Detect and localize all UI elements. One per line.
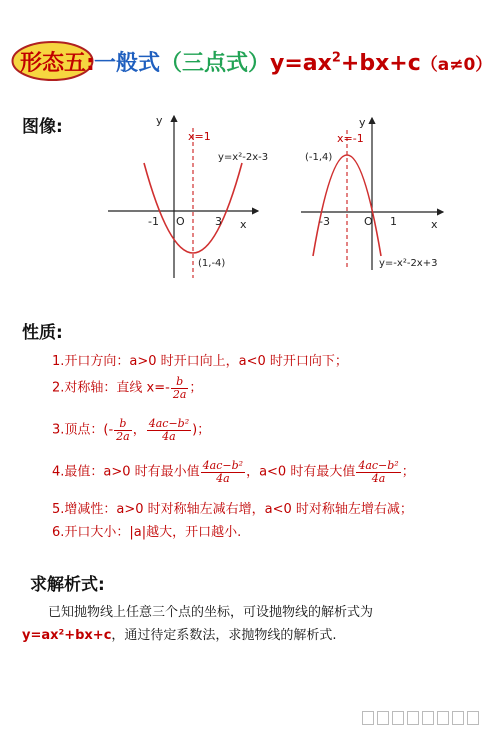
origin-label: O xyxy=(176,215,185,228)
y-axis-label: y xyxy=(156,114,163,127)
p4-num1: 4ac−b² xyxy=(202,459,244,472)
title-condition: （a≠0） xyxy=(420,55,493,75)
title-formula-sup: 2 xyxy=(331,50,341,66)
p3-fraction-1 xyxy=(114,418,132,442)
p2-prefix: 2.对称轴：直线 x=- xyxy=(52,380,170,396)
tick-pos-label: 1 xyxy=(390,215,397,228)
p3-den1: 2a xyxy=(116,429,130,443)
p2-den: 2a xyxy=(172,387,187,401)
symmetry-label: x=-1 xyxy=(337,132,364,145)
toolbar-icon xyxy=(407,711,419,725)
p4-mid: ，a<0 时有最大值 xyxy=(246,464,356,480)
property-4 xyxy=(52,460,415,484)
tick-neg-label: -3 xyxy=(319,215,330,228)
p2-fraction xyxy=(171,376,189,400)
property-5: 5.增减性：a>0 时对称轴左减右增，a<0 时对称轴左增右减； xyxy=(52,502,413,517)
vertex-label: (-1,4) xyxy=(305,152,333,163)
symmetry-label: x=1 xyxy=(188,130,211,143)
p2-num: b xyxy=(171,376,189,389)
title-formula-pre: y=ax xyxy=(270,51,332,76)
tick-pos-label: 3 xyxy=(215,215,222,228)
toolbar-icon xyxy=(422,711,434,725)
title-paren: （三点式） xyxy=(160,51,271,76)
toolbar-icon xyxy=(452,711,464,725)
solve-line-2-text: ，通过待定系数法，求抛物线的解析式. xyxy=(111,628,337,643)
p4-num2: 4ac−b² xyxy=(358,459,399,472)
x-axis-label: x xyxy=(431,218,438,231)
parabola-curve xyxy=(313,155,381,256)
graph-downward-parabola xyxy=(295,108,455,278)
p4-fraction-2 xyxy=(356,460,400,484)
y-axis-label: y xyxy=(359,116,366,129)
toolbar-icon xyxy=(377,711,389,725)
p4-prefix: 4.最值：a>0 时有最小值 xyxy=(52,464,200,480)
p3-den2: 4a xyxy=(162,429,176,443)
page-title xyxy=(94,46,492,77)
curve-label: y=x²-2x-3 xyxy=(218,152,269,163)
p3-fraction-2 xyxy=(147,418,191,442)
title-formula-post: +bx+c xyxy=(340,51,421,76)
p3-prefix: 3.顶点：(- xyxy=(52,422,114,438)
toolbar-icon xyxy=(392,711,404,725)
p4-den2: 4a xyxy=(371,471,386,485)
p3-num2: 4ac−b² xyxy=(148,417,190,430)
p3-suffix: )； xyxy=(192,422,211,438)
tick-neg-label: -1 xyxy=(148,215,159,228)
solve-line-1: 已知抛物线上任意三个点的坐标，可设抛物线的解析式为 xyxy=(48,605,374,620)
section-properties-heading: 性质: xyxy=(22,323,63,343)
solve-line-2 xyxy=(22,624,337,643)
p3-num1: b xyxy=(114,418,132,431)
title-badge: 形态五: xyxy=(20,51,95,76)
property-1: 1.开口方向：a>0 时开口向上，a<0 时开口向下； xyxy=(52,354,348,369)
origin-label: O xyxy=(364,215,373,228)
solve-formula: y=ax²+bx+c xyxy=(22,628,112,643)
title-main: 一般式 xyxy=(94,51,161,76)
p4-den1: 4a xyxy=(216,471,230,485)
p2-suffix: ； xyxy=(189,380,203,396)
p4-fraction-1 xyxy=(201,460,245,484)
bottom-toolbar-placeholder xyxy=(359,706,494,730)
toolbar-icon xyxy=(362,711,374,725)
toolbar-icon xyxy=(467,711,479,725)
curve-label: y=-x²-2x+3 xyxy=(379,258,438,269)
section-solve-heading: 求解析式: xyxy=(30,575,105,595)
x-axis-label: x xyxy=(240,218,247,231)
graph-upward-parabola xyxy=(100,108,270,288)
p3-mid: ， xyxy=(132,422,146,438)
property-3 xyxy=(52,418,210,442)
p4-suffix: ； xyxy=(401,464,415,480)
property-2 xyxy=(52,376,202,400)
section-graph-heading: 图像: xyxy=(22,117,63,137)
toolbar-icon xyxy=(437,711,449,725)
property-6: 6.开口大小：|a|越大，开口越小. xyxy=(52,525,242,540)
vertex-label: (1,-4) xyxy=(198,258,226,269)
